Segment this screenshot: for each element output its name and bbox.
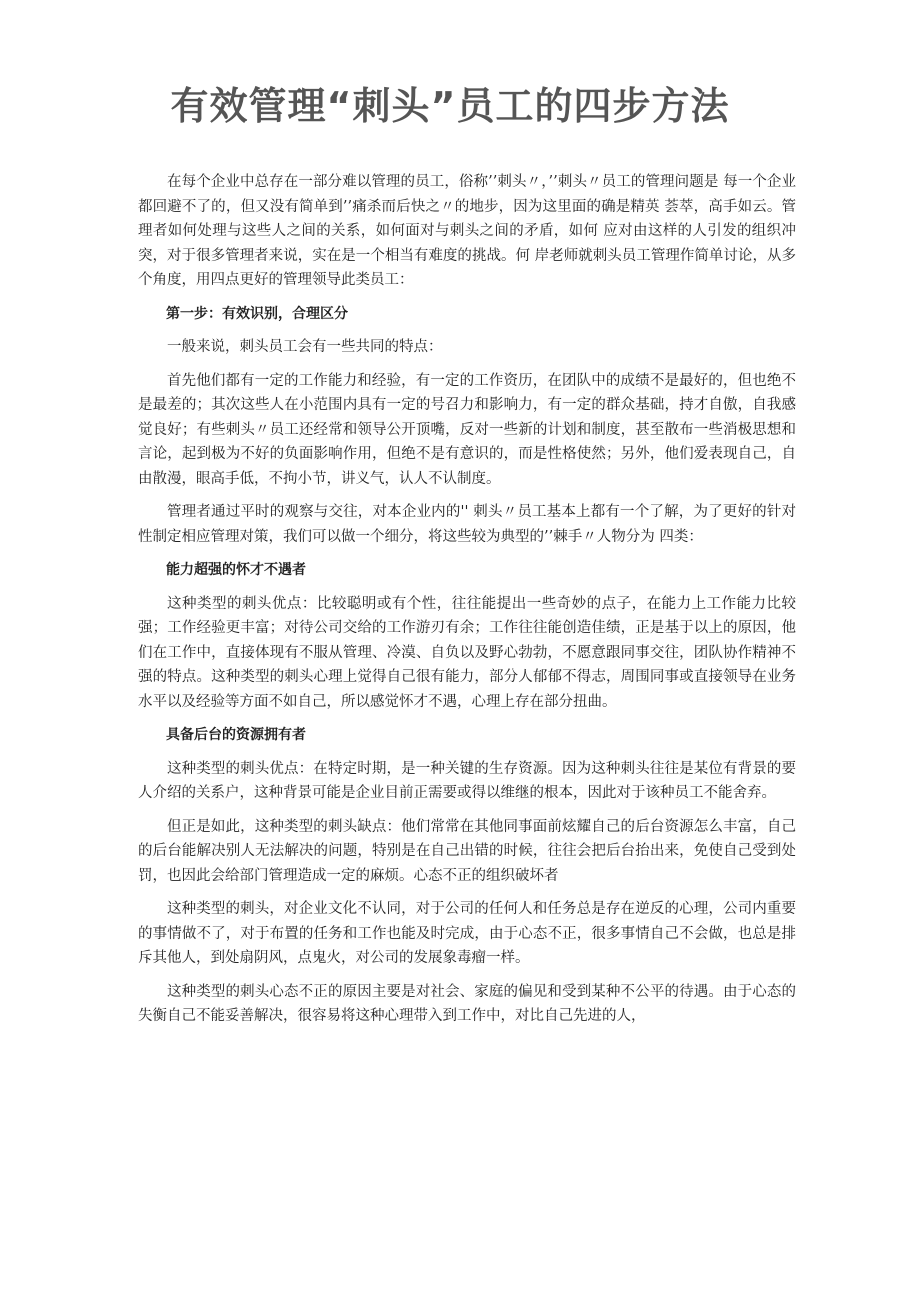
paragraph-common-traits-intro: 一般来说，刺头员工会有一些共同的特点： [167, 339, 443, 355]
type-one-heading: 能力超强的怀才不遇者 [166, 562, 306, 578]
intro-paragraph: 在每个企业中总存在一部分难以管理的员工，俗称’’刺头〃，’’刺头〃员工的管理问题是 每一个企业都回避不了的，但又没有简单到’’痛杀而后快之〃的地步，因为这里面的确是精英 荟萃，高手如云。管理者如何处理与这些人之间的关系，如何面对与刺头之间的矛盾，如何 应对由这样的人引发的组织冲突，对于很多管理者来说，实在是一个相当有难度的挑战。何 岸老师就刺头员工管理作简单讨论，从多个角度，用四点更好的管理领导此类员工： [138, 174, 796, 288]
paragraph-type-one: 这种类型的刺头优点：比较聪明或有个性，往往能提出一些奇妙的点子，在能力上工作能力比较强；工作经验更丰富；对待公司交给的工作游刃有余；工作往往能创造佳绩，正是基于以上的原因，他们在工作中，直接体现有不服从管理、冷漠、自负以及野心勃勃，不愿意跟同事交往，团队协作精神不强的特点。这种类型的刺头心理上觉得自己很有能力，部分人郁郁不得志，周围同事或直接领导在业务水平以及经验等方面不如自己，所以感觉怀才不遇，心理上存在部分扭曲。 [138, 595, 796, 710]
paragraph-type-three: 这种类型的刺头，对企业文化不认同，对于公司的任何人和任务总是存在逆反的心理，公司内重要的事情做不了，对于布置的任务和工作也能及时完成，由于心态不正，很多事情自己不会做，也总是排斥其他人，到处扇阴风，点鬼火，对公司的发展象毒瘤一样。 [138, 901, 796, 966]
paragraph-type-two-weaknesses: 但正是如此，这种类型的刺头缺点：他们常常在其他同事面前炫耀自己的后台资源怎么丰富，自己的后台能解决别人无法解决的问题，特别是在自己出错的时候，往往会把后台抬出来，免使自己受到处罚，也因此会给部门管理造成一定的麻烦。心态不正的组织破坏者 [138, 818, 796, 884]
type-two-heading: 具备后台的资源拥有者 [166, 727, 306, 743]
paragraph-type-two-strengths: 这种类型的刺头优点：在特定时期，是一种关键的生存资源。因为这种刺头往往是某位有背景的要人介绍的关系户，这种背景可能是企业目前正需要或得以维继的根本，因此对于该种员工不能舍弃。 [138, 760, 796, 801]
paragraph-type-three-causes: 这种类型的刺头心态不正的原因主要是对社会、家庭的偏见和受到某种不公平的待遇。由于心态的失衡自己不能妥善解决，很容易将这种心理带入到工作中，对比自己先进的人， [138, 983, 796, 1024]
document-title: 有效管理“刺头”员工的四步方法 [170, 84, 730, 128]
paragraph-common-traits: 首先他们都有一定的工作能力和经验，有一定的工作资历，在团队中的成绩不是最好的，但也绝不是最差的；其次这些人在小范围内具有一定的号召力和影响力，有一定的群众基础，持才自傲，自我感觉良好；有些刺头〃员工还经常和领导公开顶嘴，反对一些新的计划和制度，甚至散布一些消极思想和言论，起到极为不好的负面影响作用，但绝不是有意识的，而是性格使然；另外，他们爱表现自己，自由散漫，眼高手低，不拘小节，讲义气，认人不认制度。 [138, 372, 796, 487]
document-body [138, 170, 796, 1037]
paragraph-classification: 管理者通过平时的观察与交往，对本企业内的'' 刺头〃员工基本上都有一个了解，为了更好的针对性制定相应管理对策，我们可以做一个细分，将这些较为典型的’’棘手〃人物分为 四类： [138, 504, 796, 545]
step-one-heading: 第一步：有效识别，合理区分 [166, 305, 348, 322]
